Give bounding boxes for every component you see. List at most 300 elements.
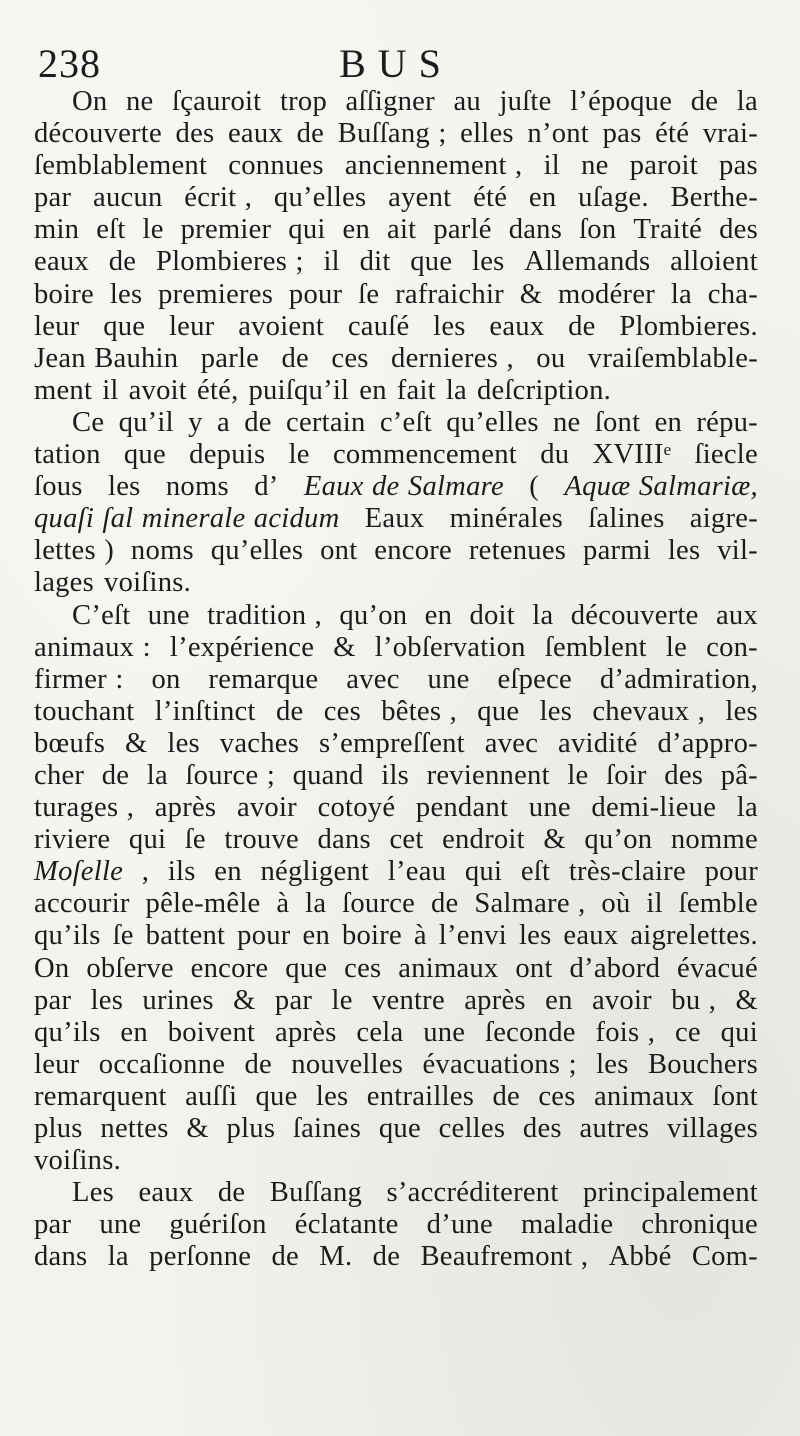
word: vrai- <box>702 118 758 150</box>
word: pendant <box>415 792 509 824</box>
word: avoit <box>128 374 188 406</box>
word: ſous <box>34 471 83 503</box>
word: nettes <box>100 1113 169 1144</box>
word: en <box>359 374 387 406</box>
word: été <box>655 118 690 150</box>
text-line <box>34 246 758 278</box>
word: riviere <box>34 824 111 856</box>
word: ces <box>331 342 369 374</box>
word: ces <box>344 952 382 984</box>
word: Eaux <box>364 503 425 535</box>
text-line <box>34 1017 758 1049</box>
text-line <box>34 856 758 888</box>
word: avidité <box>558 727 638 759</box>
word: évacuations ; <box>422 1048 577 1080</box>
word: eaux <box>138 1177 194 1209</box>
word: eſt <box>96 214 126 246</box>
word: Beaufremont , <box>420 1241 589 1273</box>
word: l’époque <box>570 86 673 117</box>
word: premieres <box>158 278 274 310</box>
word: eaux <box>227 118 283 150</box>
word: premier <box>180 214 272 246</box>
word: trop <box>279 86 327 117</box>
word: Aquæ Salmariæ, <box>564 471 758 503</box>
word: ſe <box>112 920 134 952</box>
word: occaſionne <box>98 1048 226 1080</box>
word: en <box>214 856 242 888</box>
word: après <box>275 1016 337 1048</box>
word: dans <box>34 1241 88 1273</box>
word: tradition , <box>207 599 323 631</box>
word: plus <box>34 1113 83 1144</box>
word: lages <box>34 567 95 599</box>
text-line <box>34 375 758 407</box>
word: négligent <box>260 856 370 888</box>
word: de <box>492 1080 520 1112</box>
word: Eaux de Salmare <box>303 471 504 503</box>
word: dernieres , <box>391 342 514 374</box>
word: après <box>154 792 217 824</box>
word: de <box>217 1177 246 1209</box>
text-line <box>34 279 758 311</box>
word: puiſqu’il <box>248 374 350 406</box>
body-text <box>34 86 758 1273</box>
word: turages , <box>34 792 135 824</box>
word: vraiſemblable- <box>587 342 758 374</box>
word: il <box>543 150 560 182</box>
word: quand <box>292 759 364 791</box>
word: nouvelles <box>291 1048 404 1080</box>
word: été, <box>197 374 239 406</box>
word: découverte <box>570 599 699 631</box>
word: d’abord <box>569 952 661 984</box>
word: il <box>102 374 119 406</box>
word: ne <box>581 150 609 182</box>
word: avoient <box>238 310 325 342</box>
word: au <box>453 86 481 117</box>
word: bêtes , <box>381 695 458 727</box>
word: celles <box>438 1113 506 1144</box>
word: n’ont <box>527 118 589 150</box>
word: l’eau <box>387 856 447 888</box>
word: une <box>423 1016 466 1048</box>
word: les <box>472 246 505 278</box>
word: de <box>244 1048 272 1080</box>
word: en <box>654 406 683 438</box>
word: aſſigner <box>345 86 435 117</box>
word: lettes ) <box>34 535 115 567</box>
word: il <box>323 246 340 278</box>
word: cha- <box>707 278 758 310</box>
word: pas <box>602 118 642 150</box>
word: que <box>378 1113 421 1144</box>
word: remarque <box>208 663 319 695</box>
text-line <box>34 1145 758 1177</box>
word: rafraichir <box>395 278 504 310</box>
word: ſçauroit <box>172 86 262 117</box>
word: ſource ; <box>185 759 276 791</box>
word: aigre- <box>689 503 758 535</box>
word: On <box>34 952 70 984</box>
text-line <box>34 1081 758 1113</box>
word: minérales <box>449 503 564 535</box>
word: la <box>736 792 758 824</box>
word: autres <box>579 1113 650 1144</box>
word: qui <box>288 214 326 246</box>
paragraph <box>34 1177 758 1273</box>
word: eaux <box>489 310 545 342</box>
word: que <box>103 310 146 342</box>
text-line <box>34 696 758 728</box>
word: ſemble <box>678 888 758 920</box>
word: évacué <box>677 952 758 984</box>
word: la <box>305 888 327 920</box>
word: chevaux , <box>592 695 706 727</box>
word: la <box>445 374 467 406</box>
text-line <box>34 182 758 214</box>
word: animaux <box>593 1080 695 1112</box>
word: obſerve <box>86 952 174 984</box>
word: leur <box>34 1048 80 1080</box>
word: qu’elles <box>446 406 539 438</box>
word: c’eſt <box>379 406 432 438</box>
word: que <box>285 952 328 984</box>
word: ſont <box>594 406 641 438</box>
word: pâ- <box>720 759 758 791</box>
word: en <box>302 920 331 952</box>
word: boire <box>341 920 402 952</box>
word: par <box>34 984 72 1016</box>
word: min <box>34 214 80 246</box>
word: plus <box>226 1113 276 1144</box>
word: dans <box>317 824 371 856</box>
text-line <box>34 760 758 792</box>
word: noms <box>165 471 229 503</box>
word: qu’il <box>118 406 174 438</box>
word: en <box>342 214 371 246</box>
word: répu- <box>696 406 758 438</box>
word: & <box>333 631 356 663</box>
word: les <box>109 278 143 310</box>
word: après <box>464 984 526 1016</box>
word: & <box>519 278 543 310</box>
word: pour <box>237 920 291 952</box>
word: ſalines <box>588 503 665 535</box>
word: touchant <box>34 695 135 727</box>
word: des <box>175 118 215 150</box>
word: anciennement , <box>344 150 523 182</box>
word: juſte <box>499 86 552 117</box>
word: avoir <box>236 792 297 824</box>
word: ( <box>529 471 540 503</box>
word: l’envi <box>438 920 507 952</box>
word: voiſins. <box>34 1145 121 1177</box>
word: bœufs <box>34 727 106 759</box>
text-line <box>34 1177 758 1209</box>
word: de <box>430 888 459 920</box>
word: & <box>186 1113 209 1144</box>
word: entrailles <box>366 1080 475 1112</box>
word: écrit , <box>184 182 253 214</box>
word: remarquent <box>34 1080 167 1112</box>
text-line <box>34 311 758 343</box>
word: des <box>719 214 758 246</box>
word: nomme <box>670 824 758 856</box>
word: ſaines <box>292 1113 362 1144</box>
word: endroit <box>442 824 525 856</box>
word: alloient <box>670 246 758 278</box>
word: ſemblent <box>544 631 647 663</box>
word: ſe <box>358 278 380 310</box>
word: éclatante <box>294 1209 399 1241</box>
word: que <box>123 439 166 471</box>
word: aux <box>715 599 758 631</box>
word: que <box>410 246 453 278</box>
word: animaux : <box>34 631 151 663</box>
text-line <box>34 471 758 503</box>
word: pas <box>719 150 758 182</box>
word: Plombieres ; <box>155 246 304 278</box>
text-line <box>34 407 758 439</box>
text-line <box>34 118 758 150</box>
word: Salmare , <box>474 888 586 920</box>
word: commencement <box>332 439 517 471</box>
word: On <box>72 86 108 117</box>
word: les <box>315 1080 349 1112</box>
word: qu’on <box>339 599 408 631</box>
word: de <box>372 1241 401 1273</box>
word: ment <box>34 374 93 406</box>
word: aucun <box>93 182 163 214</box>
word: Buſſang ; <box>337 118 447 150</box>
paragraph <box>34 86 758 407</box>
word: connues <box>228 150 324 182</box>
paragraph <box>34 600 758 1178</box>
word: été <box>473 182 508 214</box>
word: Moſelle <box>34 856 124 888</box>
word: , <box>141 856 150 888</box>
word: pour <box>704 856 758 888</box>
word: noms <box>130 535 194 567</box>
word: leur <box>34 310 80 342</box>
word: Berthe- <box>670 182 758 214</box>
word: d’une <box>426 1209 493 1241</box>
text-line <box>34 985 758 1017</box>
word: Jean Bauhin <box>34 342 179 374</box>
word: boire <box>34 278 95 310</box>
word: en <box>528 182 557 214</box>
word: ayent <box>388 182 452 214</box>
word: & <box>125 727 148 759</box>
word: la <box>670 278 692 310</box>
text-line <box>34 1209 758 1241</box>
word: bu , <box>671 984 717 1016</box>
word: cauſé <box>347 310 410 342</box>
word: depuis <box>189 439 266 471</box>
word: le <box>567 759 589 791</box>
word: chronique <box>641 1209 758 1241</box>
word: le <box>331 984 353 1016</box>
word: une <box>427 663 470 695</box>
word: leur <box>168 310 215 342</box>
word: il <box>646 888 663 920</box>
page-number: 238 <box>38 41 101 86</box>
word: ſource <box>342 888 416 920</box>
text-line <box>34 792 758 824</box>
word: trouve <box>224 824 299 856</box>
word: par <box>34 1209 72 1241</box>
word: de <box>101 759 130 791</box>
text-line <box>34 600 758 632</box>
paragraph <box>34 407 758 600</box>
word: ait <box>387 214 417 246</box>
word: les <box>433 310 466 342</box>
word: s’accréditerent <box>386 1177 559 1209</box>
word: de <box>271 1241 299 1273</box>
text-line <box>34 343 758 375</box>
word: ne <box>126 86 154 117</box>
word: perſonne <box>149 1241 252 1273</box>
text-line <box>34 888 758 920</box>
text-line <box>34 953 758 985</box>
text-line <box>34 535 758 567</box>
word: ont <box>320 535 358 567</box>
word: le <box>665 631 688 663</box>
word: les <box>596 1048 629 1080</box>
word: ſe <box>184 824 206 856</box>
word: qu’ils <box>34 1016 101 1048</box>
word: guériſon <box>169 1209 267 1241</box>
word: parmi <box>583 535 651 567</box>
word: animaux <box>398 952 499 984</box>
word: de <box>690 86 719 117</box>
word: en <box>424 599 453 631</box>
word: C’eſt <box>72 599 131 631</box>
word: des <box>522 1113 562 1144</box>
word: uſage. <box>578 182 649 214</box>
word: cela <box>356 1016 404 1048</box>
word: que <box>255 1080 298 1112</box>
word: la <box>532 599 554 631</box>
word: d’appro- <box>657 727 758 759</box>
word: M. <box>319 1241 353 1273</box>
word: aigrelettes. <box>630 920 758 952</box>
word: Traité <box>633 214 703 246</box>
word: retenues <box>468 535 567 567</box>
word: qui <box>464 856 503 888</box>
word: les <box>667 535 701 567</box>
text-line <box>34 1241 758 1273</box>
text-line <box>34 439 758 471</box>
word: firmer : <box>34 663 124 695</box>
word: qu’elles <box>273 182 367 214</box>
word: qu’elles <box>210 535 304 567</box>
word: & <box>233 984 256 1016</box>
word: la <box>146 759 168 791</box>
word: ſeconde <box>485 1016 576 1048</box>
text-line <box>34 86 758 118</box>
word: eaux <box>563 920 619 952</box>
running-head <box>34 36 758 86</box>
word: maladie <box>521 1209 614 1241</box>
word: des <box>664 759 704 791</box>
word: accourir <box>34 888 130 920</box>
word: voiſins. <box>104 567 192 599</box>
word: ces <box>538 1080 576 1112</box>
word: s’empreſſent <box>318 727 465 759</box>
text-line <box>34 632 758 664</box>
word: quaſi ſal minerale acidum <box>34 503 340 535</box>
word: le <box>142 214 164 246</box>
word: & <box>543 824 566 856</box>
word: tation <box>34 439 101 471</box>
word: de <box>281 342 309 374</box>
word: ſont <box>712 1080 758 1112</box>
word: XVIIIᵉ <box>592 439 672 471</box>
text-line <box>34 1049 758 1081</box>
word: pêle-mêle <box>145 888 261 920</box>
word: doit <box>469 599 515 631</box>
word: avoir <box>591 984 652 1016</box>
word: a <box>216 406 230 438</box>
word: une <box>99 1209 142 1241</box>
word: & <box>735 984 758 1016</box>
word: la <box>107 1241 129 1273</box>
word: ſemblablement <box>34 150 208 182</box>
word: Plombieres. <box>619 310 758 342</box>
word: pour <box>288 278 343 310</box>
word: eaux <box>34 246 89 278</box>
word: vaches <box>219 727 300 759</box>
word: y <box>188 406 203 438</box>
word: à <box>413 920 427 952</box>
word: cet <box>389 824 424 856</box>
word: qu’on <box>584 824 653 856</box>
word: de <box>108 246 137 278</box>
word: urines <box>142 984 214 1016</box>
word: que <box>477 695 520 727</box>
word: par <box>34 182 72 214</box>
word: les <box>518 920 552 952</box>
word: ce <box>674 1016 701 1048</box>
word: ils <box>167 856 196 888</box>
word: eſt <box>520 856 551 888</box>
word: encore <box>374 535 452 567</box>
word: les <box>539 695 573 727</box>
word: les <box>167 727 200 759</box>
word: en <box>545 984 573 1016</box>
word: ils <box>381 759 410 791</box>
word: eſpece <box>497 663 572 695</box>
word: l’expérience <box>169 631 315 663</box>
word: une <box>528 792 571 824</box>
word: parlé <box>433 214 492 246</box>
word: qui <box>720 1016 758 1048</box>
text-line <box>34 567 758 599</box>
word: d’ <box>254 471 279 503</box>
word: qui <box>128 824 167 856</box>
word: où <box>601 888 631 920</box>
text-line <box>34 824 758 856</box>
word: avec <box>346 663 400 695</box>
text-line <box>34 150 758 182</box>
word: villages <box>667 1113 758 1144</box>
word: ou <box>536 342 566 374</box>
text-line <box>34 214 758 246</box>
word: qu’ils <box>34 920 101 952</box>
word: de <box>568 310 596 342</box>
word: Les <box>72 1177 115 1209</box>
